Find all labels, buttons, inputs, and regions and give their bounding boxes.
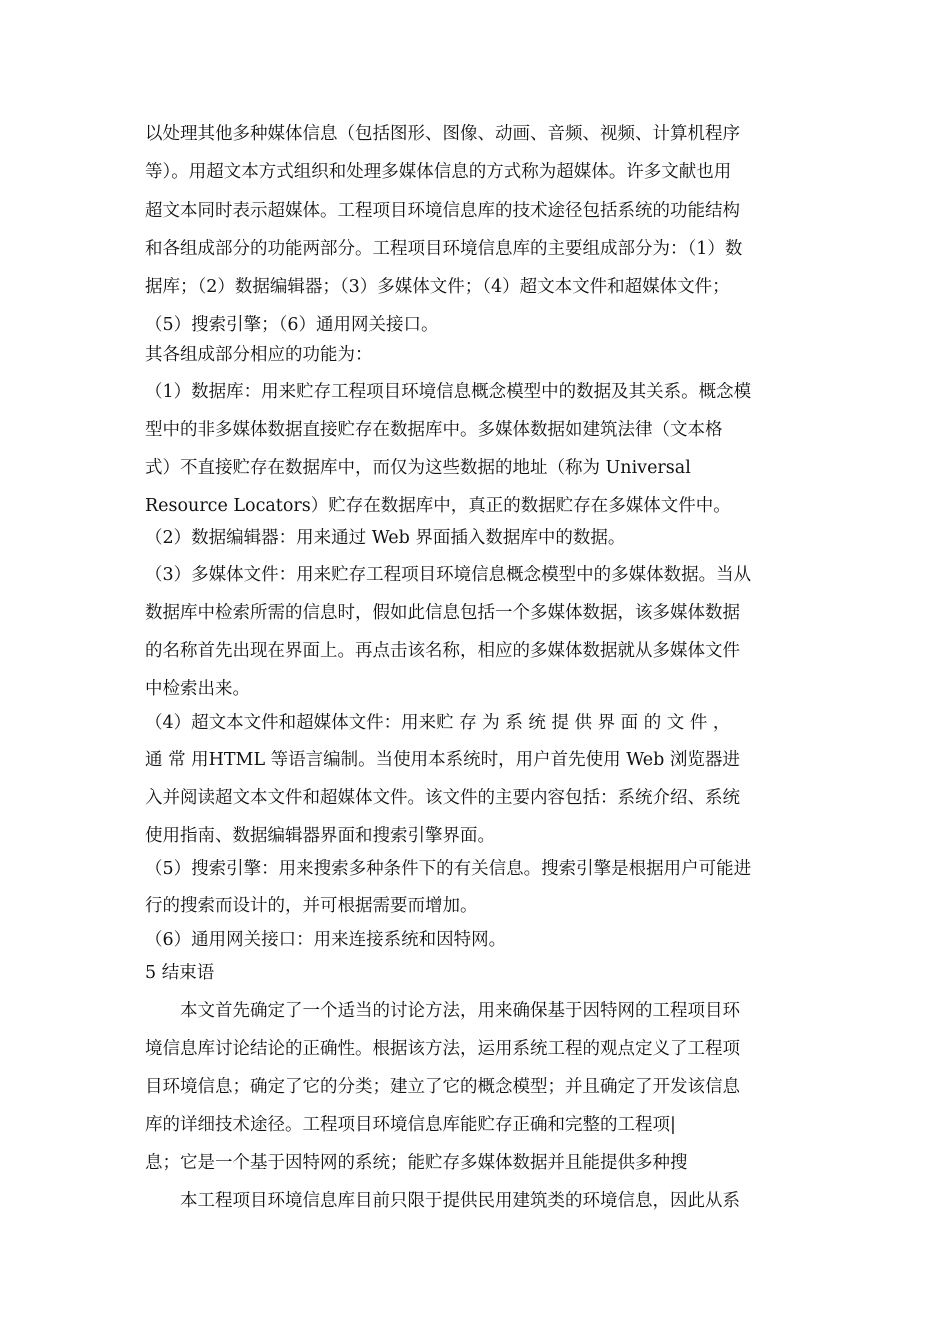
text-line: 使用指南、数据编辑器界面和搜索引擎界面。 xyxy=(145,826,495,846)
section-intro: 其各组成部分相应的功能为： xyxy=(145,345,373,365)
text-line: 入并阅读超文本文件和超媒体文件。该文件的主要内容包括：系统介绍、系统 xyxy=(145,788,740,808)
text-line: （4）超文本文件和超媒体文件：用来贮 存 为 系 统 提 供 界 面 的 文 件 ， xyxy=(145,713,731,733)
section-heading: 5 结束语 xyxy=(145,963,215,983)
text-line: 本工程项目环境信息库目前只限于提供民用建筑类的环境信息，因此从系 xyxy=(145,1191,740,1211)
text-line: 库的详细技术途径。工程项目环境信息库能贮存正确和完整的工程项| xyxy=(145,1115,676,1135)
text-line: 以处理其他多种媒体信息（包括图形、图像、动画、音频、视频、计算机程序 xyxy=(145,124,740,144)
text-line: 等）。用超文本方式组织和处理多媒体信息的方式称为超媒体。许多文献也用 xyxy=(145,162,732,182)
text-line: （5）搜索引擎；（6）通用网关接口。 xyxy=(145,315,439,335)
text-line: 本文首先确定了一个适当的讨论方法，用来确保基于因特网的工程项目环 xyxy=(145,1001,740,1021)
text-line: 据库；（2）数据编辑器；（3）多媒体文件；（4）超文本文件和超媒体文件； xyxy=(145,277,730,297)
text-line: （5）搜索引擎：用来搜索多种条件下的有关信息。搜索引擎是根据用户可能进 xyxy=(145,859,752,879)
text-line: 超文本同时表示超媒体。工程项目环境信息库的技术途径包括系统的功能结构 xyxy=(145,201,740,221)
text-line: 目环境信息；确定了它的分类；建立了它的概念模型；并且确定了开发该信息 xyxy=(145,1077,740,1097)
text-line: 中检索出来。 xyxy=(145,679,250,699)
text-line: 数据库中检索所需的信息时，假如此信息包括一个多媒体数据，该多媒体数据 xyxy=(145,603,740,623)
text-line: 息；它是一个基于因特网的系统；能贮存多媒体数据并且能提供多种搜 xyxy=(145,1153,688,1173)
text-line: 和各组成部分的功能两部分。工程项目环境信息库的主要组成部分为：（1）数 xyxy=(145,239,743,259)
text-line: Resource Locators）贮存在数据库中，真正的数据贮存在多媒体文件中。 xyxy=(145,496,731,516)
text-line: （2）数据编辑器：用来通过 Web 界面插入数据库中的数据。 xyxy=(145,528,626,548)
text-line: 境信息库讨论结论的正确性。根据该方法，运用系统工程的观点定义了工程项 xyxy=(145,1039,740,1059)
text-line: 通 常 用HTML 等语言编制。当使用本系统时，用户首先使用 Web 浏览器进 xyxy=(145,750,740,770)
text-line: （1）数据库：用来贮存工程项目环境信息概念模型中的数据及其关系。概念模 xyxy=(145,382,752,402)
text-line: 行的搜索而设计的，并可根据需要而增加。 xyxy=(145,896,478,916)
text-line: 的名称首先出现在界面上。再点击该名称，相应的多媒体数据就从多媒体文件 xyxy=(145,641,740,661)
text-line: 型中的非多媒体数据直接贮存在数据库中。多媒体数据如建筑法律（文本格 xyxy=(145,420,723,440)
text-line: （3）多媒体文件：用来贮存工程项目环境信息概念模型中的多媒体数据。当从 xyxy=(145,565,752,585)
text-line: （6）通用网关接口：用来连接系统和因特网。 xyxy=(145,930,507,950)
text-line: 式）不直接贮存在数据库中，而仅为这些数据的地址（称为 Universal xyxy=(145,458,691,478)
